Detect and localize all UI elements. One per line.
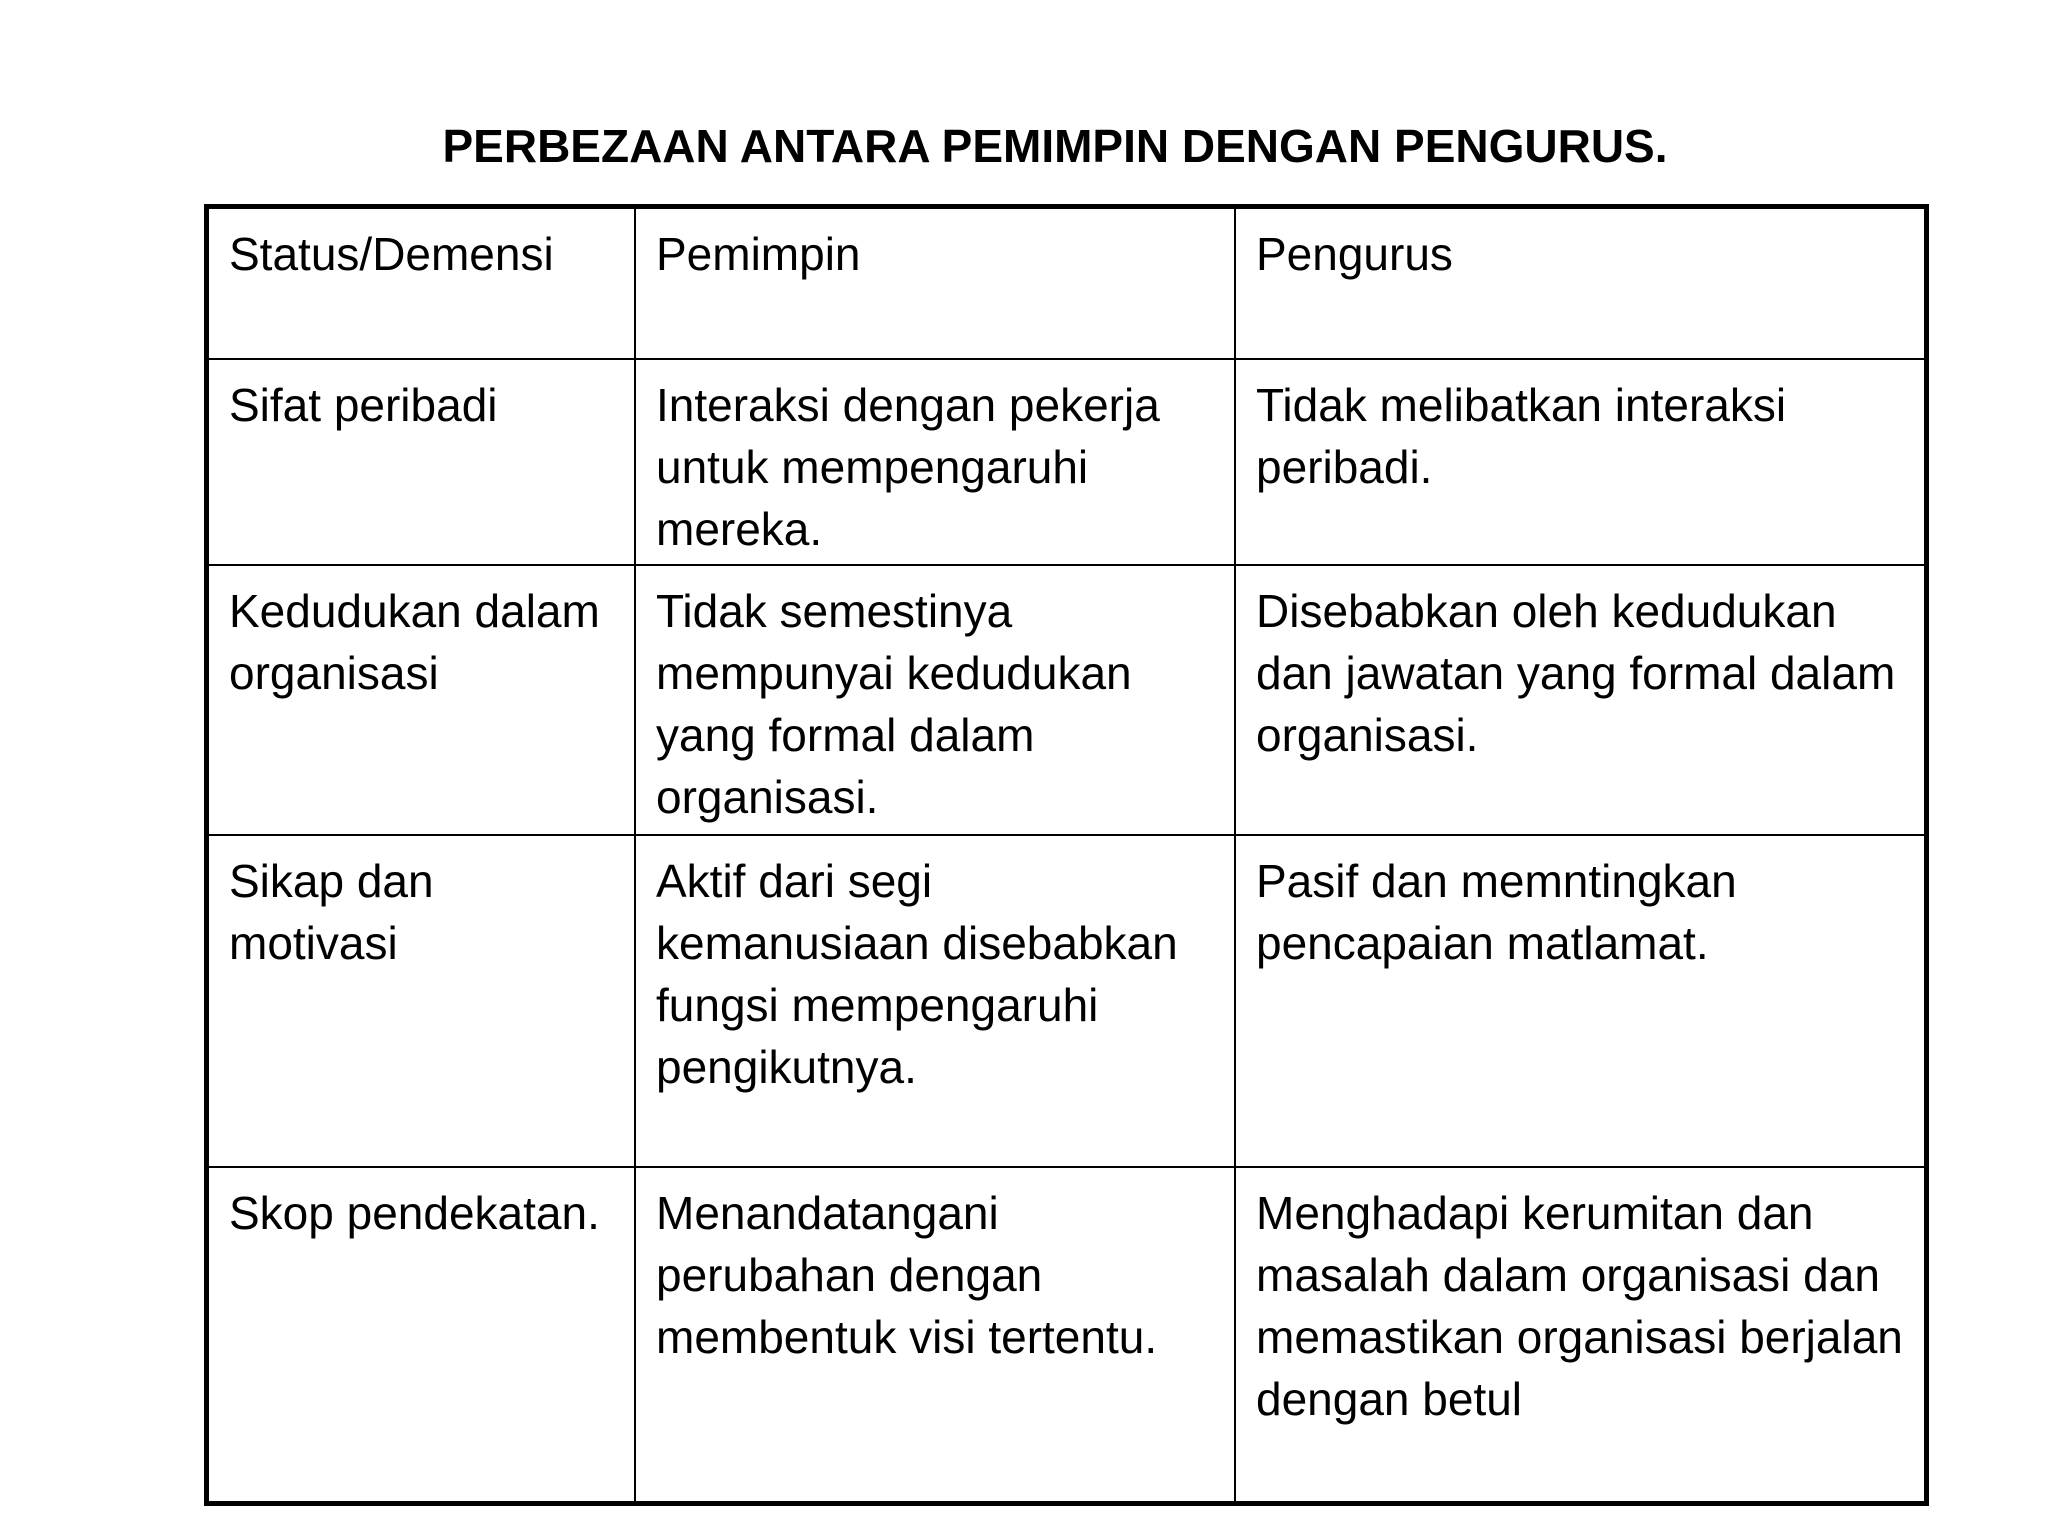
table-row — [209, 835, 1925, 1167]
header-cell-dimension: Status/Demensi — [209, 209, 635, 359]
comparison-table-frame — [204, 204, 1929, 1506]
dimension-cell: Sikap dan motivasi — [209, 835, 635, 1167]
pengurus-cell: Tidak melibatkan interaksi peribadi. — [1235, 359, 1925, 565]
pengurus-cell: Pasif dan memntingkan pencapaian matlamat. — [1235, 835, 1925, 1167]
table-row — [209, 565, 1925, 835]
pemimpin-cell: Interaksi dengan pekerja untuk mempengaruhi mereka. — [635, 359, 1235, 565]
table-row — [209, 359, 1925, 565]
pemimpin-cell: Menandatangani perubahan dengan membentuk visi tertentu. — [635, 1167, 1235, 1501]
pemimpin-cell: Aktif dari segi kemanusiaan disebabkan fungsi mempengaruhi pengikutnya. — [635, 835, 1235, 1167]
header-cell-pemimpin: Pemimpin — [635, 209, 1235, 359]
table-header-row — [209, 209, 1925, 359]
pengurus-cell: Disebabkan oleh kedudukan dan jawatan yang formal dalam organisasi. — [1235, 565, 1925, 835]
dimension-cell: Skop pendekatan. — [209, 1167, 635, 1501]
pengurus-cell: Menghadapi kerumitan dan masalah dalam organisasi dan memastikan organisasi berjalan dengan betul — [1235, 1167, 1925, 1501]
comparison-table — [209, 209, 1925, 1501]
header-cell-pengurus: Pengurus — [1235, 209, 1925, 359]
page-title: PERBEZAAN ANTARA PEMIMPIN DENGAN PENGURUS. — [442, 120, 1668, 172]
dimension-cell: Kedudukan dalam organisasi — [209, 565, 635, 835]
pemimpin-cell: Tidak semestinya mempunyai kedudukan yang formal dalam organisasi. — [635, 565, 1235, 835]
table-row — [209, 1167, 1925, 1501]
dimension-cell: Sifat peribadi — [209, 359, 635, 565]
